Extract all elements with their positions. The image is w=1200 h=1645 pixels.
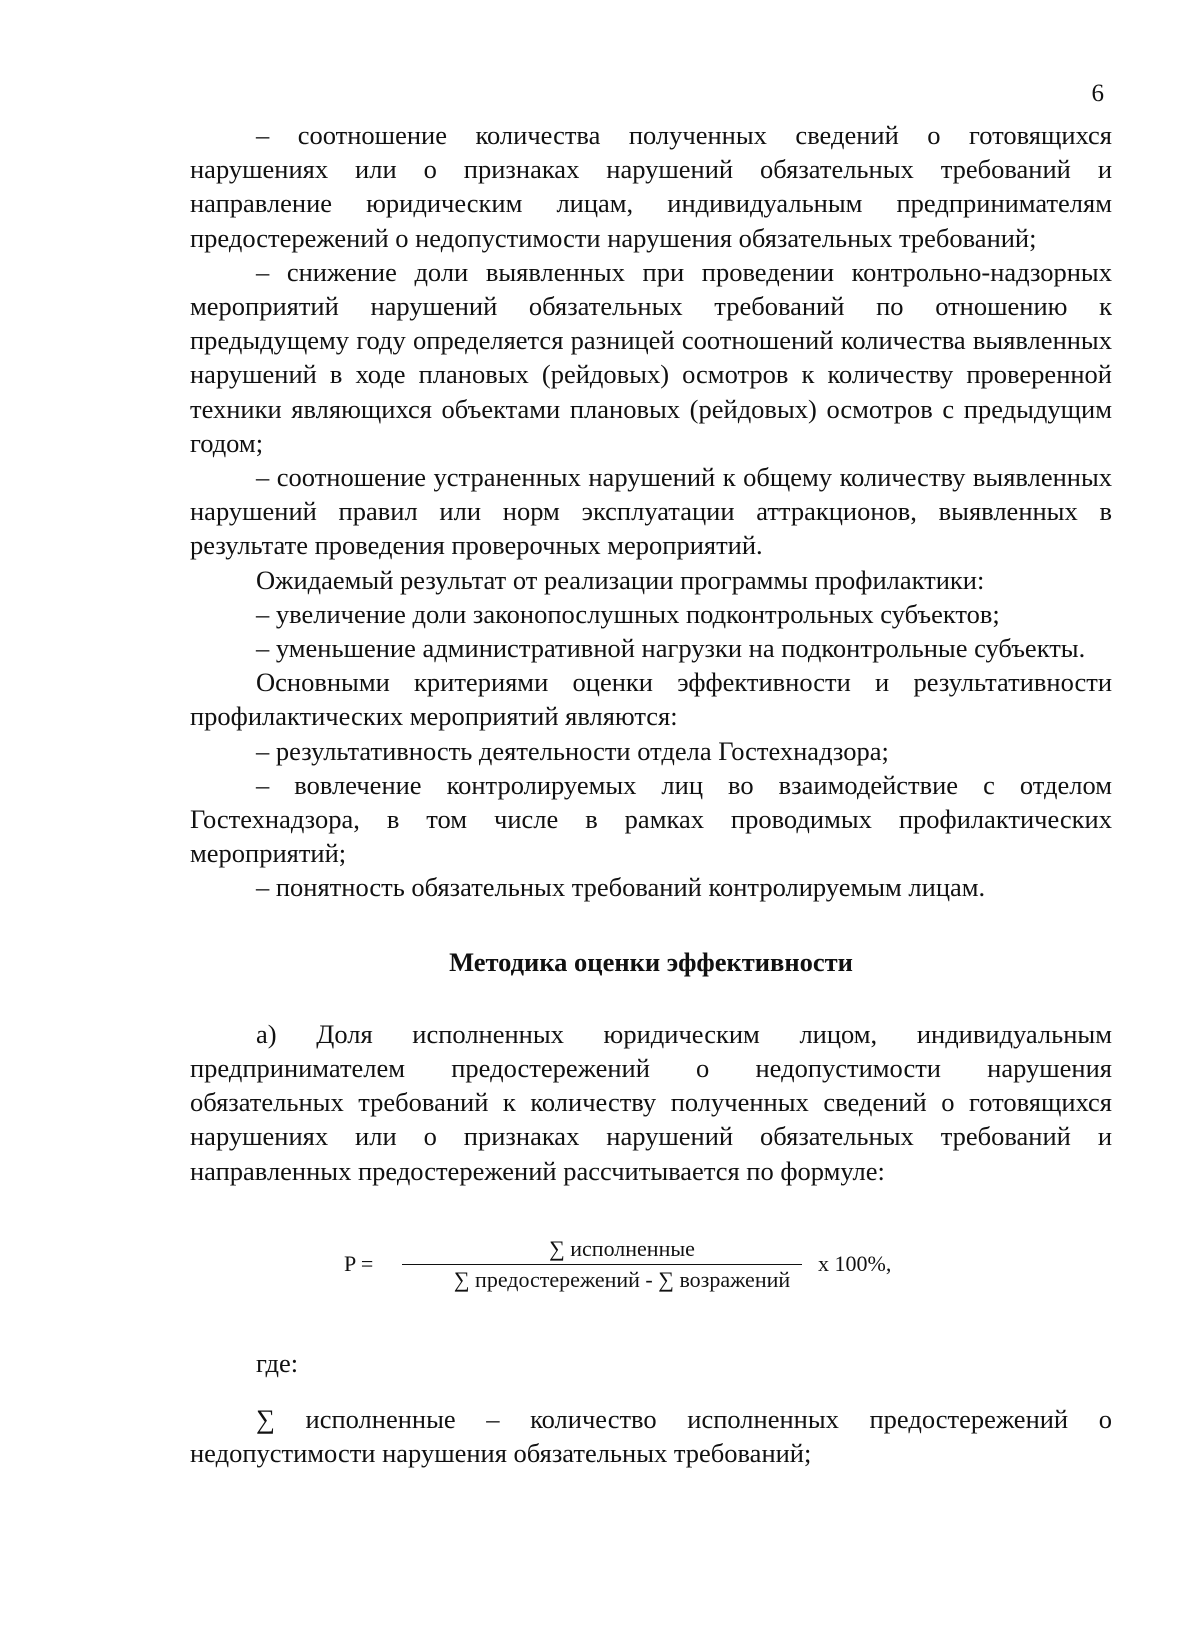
definition-executed: ∑ исполненные – количество исполненных предостережений о недопустимости нарушения обязательных требований; <box>190 1404 1112 1469</box>
paragraph-violation-share: – снижение доли выявленных при проведении контрольно-надзорных мероприятий нарушений обязательных требований по отношению к предыдущему году определяется разницей соотношений количества выявленных нарушений в ходе плановых (рейдовых) осмотров к количеству проверенной техники являющихся объектами плановых (рейдовых) осмотров с предыдущим годом; <box>190 256 1112 458</box>
document-body <box>190 118 1112 1471</box>
section-heading: Методика оценки эффективности <box>449 946 853 977</box>
paragraph-a: а) Доля исполненных юридическим лицом, индивидуальным предпринимателем предостережений о недопустимости нарушения обязательных требований к количеству полученных сведений о готовящихся нарушениях или о признаках нарушений обязательных требований и направленных предостережений рассчитывается по формуле: <box>190 1018 1112 1186</box>
formula-fraction <box>402 1236 802 1293</box>
paragraph-law-abiding-share: – увеличение доли законопослушных подконтрольных субъектов; <box>256 598 1000 629</box>
formula <box>190 1236 1112 1296</box>
formula-denominator: ∑ предостережений - ∑ возражений <box>453 1266 791 1292</box>
where-label: где: <box>256 1347 299 1378</box>
paragraph-criteria: Основными критериями оценки эффективности и результативности профилактических мероприятий являются: <box>190 667 1112 732</box>
formula-numerator: ∑ исполненные <box>549 1235 695 1261</box>
paragraph-expected-result: Ожидаемый результат от реализации программы профилактики: <box>256 564 985 595</box>
formula-rhs: x 100%, <box>818 1250 892 1276</box>
fraction-bar <box>402 1264 802 1265</box>
paragraph-ratio-warnings: – соотношение количества полученных сведений о готовящихся нарушениях или о признаках нарушений обязательных требований и направление юридическим лицам, индивидуальным предпринимателям предостережений о недопустимости нарушения обязательных требований; <box>190 120 1112 253</box>
paragraph-eliminated-violations: – соотношение устраненных нарушений к общему количеству выявленных нарушений правил или норм эксплуатации аттракционов, выявленных в результате проведения проверочных мероприятий. <box>190 462 1112 561</box>
paragraph-involvement: – вовлечение контролируемых лиц во взаимодействие с отделом Гостехнадзора, в том числе в рамках проводимых профилактических мероприятий; <box>190 769 1112 869</box>
paragraph-reduced-load: – уменьшение административной нагрузки на подконтрольные субъекты. <box>256 633 1086 664</box>
page-number: 6 <box>1091 80 1104 107</box>
formula-lhs: P = <box>344 1250 374 1276</box>
paragraph-department-effectiveness: – результативность деятельности отдела Гостехнадзора; <box>256 735 889 766</box>
paragraph-clarity: – понятность обязательных требований контролируемым лицам. <box>256 872 986 903</box>
